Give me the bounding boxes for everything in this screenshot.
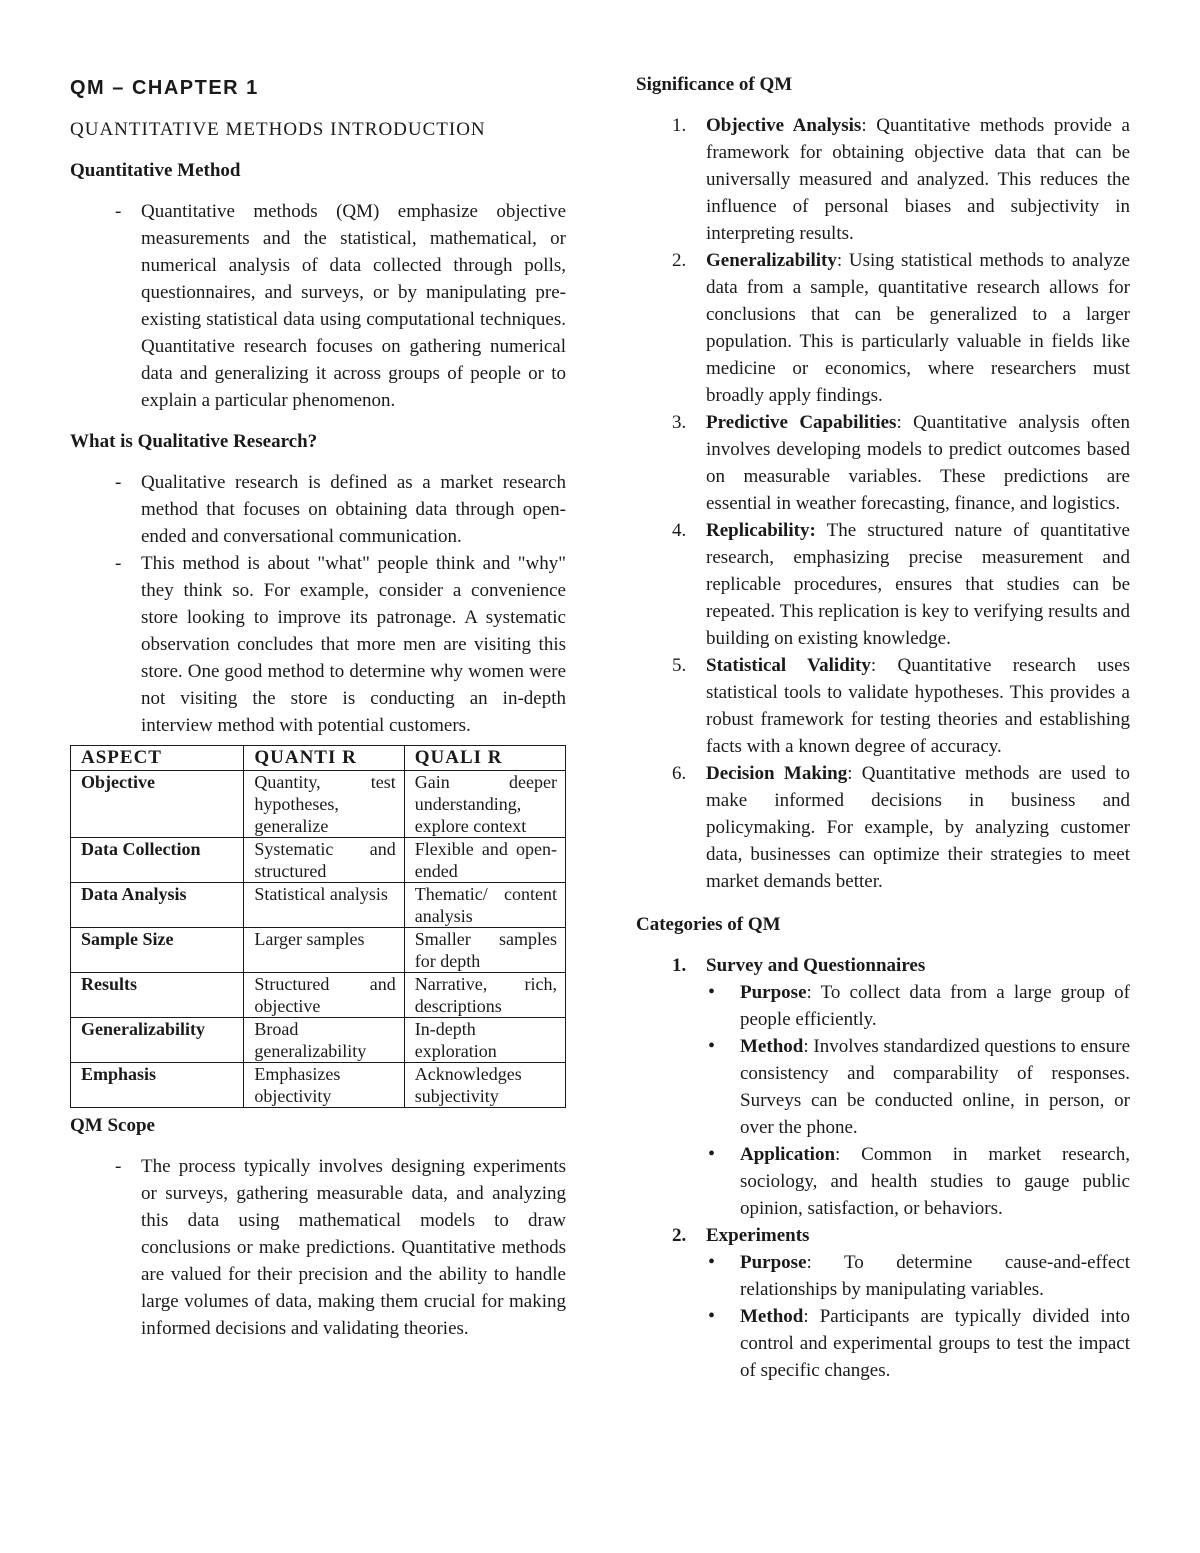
table-cell: Thematic/ content analysis bbox=[404, 883, 565, 928]
right-column bbox=[636, 70, 1130, 1398]
item-term: Replicability: bbox=[706, 520, 816, 541]
item-separator: : bbox=[896, 412, 902, 433]
category-number: 1. bbox=[672, 955, 687, 976]
table-cell: Broad generalizability bbox=[244, 1018, 404, 1063]
point-separator: : bbox=[803, 1036, 809, 1057]
item-number: 4. bbox=[672, 520, 687, 541]
list-item bbox=[636, 760, 1130, 895]
item-term: Decision Making bbox=[706, 763, 848, 784]
significance-heading: Significance of QM bbox=[636, 74, 793, 95]
item-text: Quantitative research uses statistical tools to validate hypotheses. This provides a robust framework for testing theories and establishing facts with a known degree of accuracy. bbox=[706, 655, 1131, 757]
point-text: Participants are typically divided into control and experimental groups to test the impact of specific changes. bbox=[740, 1306, 1130, 1381]
table-cell: Acknowledges subjectivity bbox=[404, 1063, 565, 1108]
bullet-item bbox=[706, 1303, 1130, 1384]
bullet-item bbox=[706, 1033, 1130, 1141]
category-item bbox=[636, 952, 1130, 1222]
quantitative-method-heading: Quantitative Method bbox=[70, 160, 241, 181]
left-column bbox=[70, 70, 566, 1356]
table-row bbox=[71, 973, 566, 1018]
item-term: Statistical Validity bbox=[706, 655, 871, 676]
category-title: Experiments bbox=[706, 1225, 810, 1246]
list-item bbox=[636, 517, 1130, 652]
point-term: Method bbox=[740, 1036, 804, 1057]
list-item bbox=[636, 247, 1130, 409]
item-text: Quantitative methods are used to make informed decisions in business and policymaking. For example, by analyzing customer data, businesses can optimize their strategies to meet market demands better. bbox=[706, 763, 1130, 892]
item-number: 1. bbox=[672, 115, 687, 136]
item-number: 6. bbox=[672, 763, 687, 784]
document-title: QUANTITATIVE METHODS INTRODUCTION bbox=[70, 119, 486, 140]
item-number: 3. bbox=[672, 412, 687, 433]
point-term: Method bbox=[740, 1306, 804, 1327]
table-cell-aspect: Objective bbox=[71, 771, 244, 838]
category-title: Survey and Questionnaires bbox=[706, 955, 926, 976]
qm-scope-list bbox=[70, 1153, 566, 1342]
bullet-item bbox=[706, 1141, 1130, 1222]
list-item bbox=[636, 652, 1130, 760]
item-separator: : bbox=[870, 655, 877, 676]
item-term: Objective Analysis bbox=[706, 115, 862, 136]
list-item bbox=[636, 112, 1130, 247]
table-cell: Systematic and structured bbox=[244, 838, 404, 883]
list-item: - Quantitative methods (QM) emphasize objective measurements and the statistical, mathematical, or numerical analysis of data collected through polls, questionnaires, and surveys, or by manipulating pre-existing statistical data using computational techniques. Quantitative research focuses on gathering numerical data and generalizing it across groups of people or to explain a particular phenomenon. bbox=[70, 198, 566, 414]
table-cell-aspect: Data Analysis bbox=[71, 883, 244, 928]
table-header-cell: QUANTI R bbox=[244, 746, 404, 771]
table-row bbox=[71, 1063, 566, 1108]
point-separator: : bbox=[803, 1306, 809, 1327]
category-number: 2. bbox=[672, 1225, 687, 1246]
category-points bbox=[706, 1249, 1130, 1384]
table-cell: Statistical analysis bbox=[244, 883, 404, 928]
table-cell-aspect: Data Collection bbox=[71, 838, 244, 883]
item-text: Quantitative methods provide a framework for obtaining objective data that can be universally measured and analyzed. This reduces the influence of personal biases and subjectivity in interpreting results. bbox=[706, 115, 1130, 244]
point-separator: : bbox=[806, 982, 812, 1003]
categories-heading: Categories of QM bbox=[636, 914, 781, 935]
table-cell: Flexible and open-ended bbox=[404, 838, 565, 883]
table-cell: Narrative, rich, descriptions bbox=[404, 973, 565, 1018]
point-term: Purpose bbox=[740, 982, 807, 1003]
significance-list bbox=[636, 112, 1130, 895]
point-text: Common in market research, sociology, and health studies to gauge public opinion, satisfaction, or behaviors. bbox=[740, 1144, 1130, 1219]
item-text: Quantitative analysis often involves developing models to predict outcomes based on measurable variables. These predictions are essential in weather forecasting, finance, and logistics. bbox=[706, 412, 1131, 514]
point-separator: : bbox=[806, 1252, 812, 1273]
list-item bbox=[636, 409, 1130, 517]
point-term: Purpose bbox=[740, 1252, 807, 1273]
table-cell-aspect: Sample Size bbox=[71, 928, 244, 973]
chapter-title: QM – CHAPTER 1 bbox=[70, 77, 259, 99]
table-cell-aspect: Generalizability bbox=[71, 1018, 244, 1063]
point-term: Application bbox=[740, 1144, 836, 1165]
table-row bbox=[71, 771, 566, 838]
table-row bbox=[71, 838, 566, 883]
bullet-item bbox=[706, 979, 1130, 1033]
table-header-cell: ASPECT bbox=[71, 746, 244, 771]
point-separator: : bbox=[835, 1144, 841, 1165]
table-header-row bbox=[71, 746, 566, 771]
table-header-cell: QUALI R bbox=[404, 746, 565, 771]
qualitative-research-heading: What is Qualitative Research? bbox=[70, 431, 318, 452]
table-row bbox=[71, 928, 566, 973]
table-cell: Larger samples bbox=[244, 928, 404, 973]
table-cell: Gain deeper understanding, explore context bbox=[404, 771, 565, 838]
table-row bbox=[71, 883, 566, 928]
list-item: - Qualitative research is defined as a market research method that focuses on obtaining data through open-ended and conversational communication. bbox=[70, 469, 566, 550]
qualitative-research-list bbox=[70, 469, 566, 739]
point-text: To determine cause-and-effect relationships by manipulating variables. bbox=[740, 1252, 1130, 1300]
item-separator: : bbox=[861, 115, 867, 136]
qm-scope-heading: QM Scope bbox=[70, 1115, 155, 1136]
table-cell-aspect: Results bbox=[71, 973, 244, 1018]
item-separator: : bbox=[836, 250, 843, 271]
point-text: To collect data from a large group of people efficiently. bbox=[740, 982, 1130, 1030]
item-separator: : bbox=[847, 763, 853, 784]
item-term: Generalizability bbox=[706, 250, 837, 271]
table-cell: Quantity, test hypotheses, generalize bbox=[244, 771, 404, 838]
table-cell: In-depth exploration bbox=[404, 1018, 565, 1063]
item-term: Predictive Capabilities bbox=[706, 412, 897, 433]
category-item bbox=[636, 1222, 1130, 1384]
categories-list bbox=[636, 952, 1130, 1384]
table-cell: Structured and objective bbox=[244, 973, 404, 1018]
table-cell: Emphasizes objectivity bbox=[244, 1063, 404, 1108]
bullet-item bbox=[706, 1249, 1130, 1303]
item-number: 2. bbox=[672, 250, 687, 271]
point-text: Involves standardized questions to ensure consistency and comparability of responses. Surveys can be conducted online, in person, or over the phone. bbox=[740, 1036, 1130, 1138]
quantitative-method-list bbox=[70, 198, 566, 414]
item-number: 5. bbox=[672, 655, 687, 676]
item-text: Using statistical methods to analyze data from a sample, quantitative research allows for conclusions that can be generalized to a larger population. This is particularly valuable in fields like medicine or economics, where researchers must broadly apply findings. bbox=[706, 250, 1130, 406]
category-points bbox=[706, 979, 1130, 1222]
list-item: - The process typically involves designing experiments or surveys, gathering measurable data, and analyzing this data using mathematical models to draw conclusions or make predictions. Quantitative methods are valued for their precision and the ability to handle large volumes of data, making them crucial for making informed decisions and validating theories. bbox=[70, 1153, 566, 1342]
item-text: The structured nature of quantitative research, emphasizing precise measurement and replicable procedures, ensures that studies can be repeated. This replication is key to verifying results and building on existing knowledge. bbox=[706, 520, 1130, 649]
table-cell: Smaller samples for depth bbox=[404, 928, 565, 973]
table-row bbox=[71, 1018, 566, 1063]
list-item: - This method is about "what" people think and "why" they think so. For example, consider a convenience store looking to improve its patronage. A systematic observation concludes that more men are visiting this store. One good method to determine why women were not visiting the store is conducting an in-depth interview method with potential customers. bbox=[70, 550, 566, 739]
table-cell-aspect: Emphasis bbox=[71, 1063, 244, 1108]
comparison-table bbox=[70, 745, 566, 1108]
